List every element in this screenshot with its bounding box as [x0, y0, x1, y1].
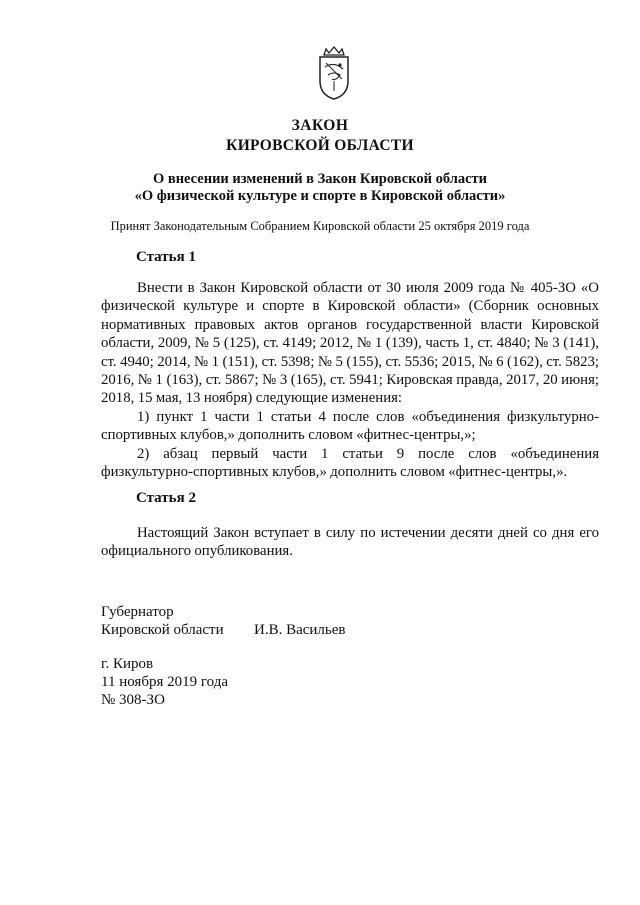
article-1-item-1: 1) пункт 1 части 1 статьи 4 после слов «объединения физкультурно-спортивных клубов,» дополнить словом «фитнес-центры,»; — [101, 408, 599, 444]
article-2-text: Настоящий Закон вступает в силу по истечении десяти дней со дня его официального опубликования. — [101, 525, 599, 560]
signing-date: 11 ноября 2019 года — [101, 674, 229, 690]
article-1-body — [101, 279, 599, 481]
document-type-title: ЗАКОН — [291, 117, 349, 134]
signing-place: г. Киров — [101, 656, 154, 672]
article-1-intro: Внести в Закон Кировской области от 30 июля 2009 года № 405-ЗО «О физической культуре и спорте в Кировской области» (Сборник основных нормативных правовых актов органов государственной власти Кировской области, 2009, № 5 (125), ст. 4149; 2012, № 1 (139), часть 1, ст. 4840; № 3 (141), ст. 4940; 2014, № 1 (151), ст. 5398; № 5 (155), ст. 5536; 2015, № 6 (162), ст. 5823; 2016, № 1 (163), ст. 5867; № 3 (165), ст. 5941; Кировская правда, 2017, 20 июня; 2018, 15 мая, 13 ноября) следующие изменения: — [101, 280, 599, 407]
region-title: КИРОВСКОЙ ОБЛАСТИ — [226, 137, 414, 154]
article-2-heading: Статья 2 — [136, 490, 196, 506]
adoption-note: Принят Законодательным Собранием Кировской области 25 октября 2019 года — [110, 219, 530, 233]
signatory-name: И.В. Васильев — [254, 622, 346, 638]
article-1-heading: Статья 1 — [136, 249, 196, 265]
article-1-item-2: 2) абзац первый части 1 статьи 9 после слов «объединения физкультурно-спортивных клубов,» дополнить словом «фитнес-центры,». — [101, 445, 599, 481]
kirov-oblast-coat-of-arms-icon — [316, 45, 352, 101]
signatory-position-line-1: Губернатор — [101, 604, 174, 620]
article-2-body — [101, 524, 599, 561]
law-number: № 308-ЗО — [101, 692, 165, 708]
law-subject-line-1: О внесении изменений в Закон Кировской области — [152, 171, 488, 187]
law-subject-line-2: «О физической культуре и спорте в Кировской области» — [134, 188, 506, 204]
signatory-position-line-2: Кировской области — [101, 622, 224, 638]
